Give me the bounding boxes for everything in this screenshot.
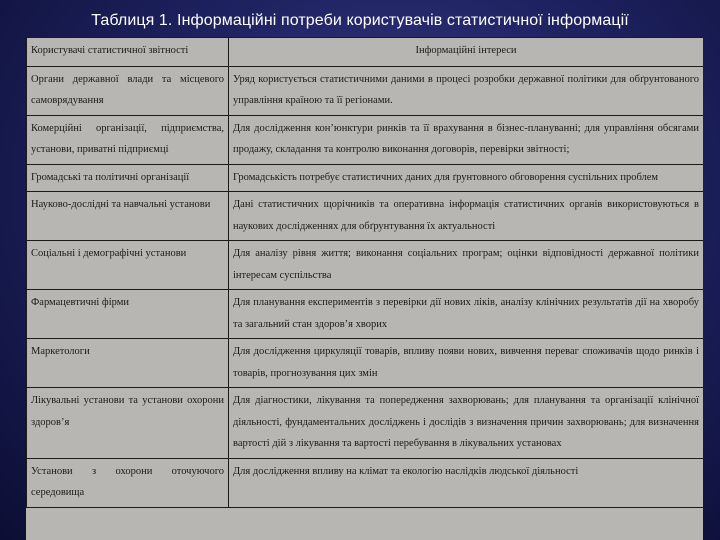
user-cell: Установи з охорони оточуючого середовища — [27, 458, 229, 507]
interest-cell: Для діагностики, лікування та попередження захворювань; для планування та організації клінічної діяльності, фундаментальних досліджень і дослідів з визначення причин захворювань; для визначення вартості дій з лікування та вартості перебування в лікувальних установах — [229, 388, 704, 459]
table-row — [27, 241, 704, 290]
info-needs-table — [26, 37, 703, 508]
table-row — [27, 458, 704, 507]
interest-cell: Уряд користується статистичними даними в процесі розробки державної політики для обґрунтованого управління країною та її регіонами. — [229, 66, 704, 115]
user-cell: Лікувальні установи та установи охорони здоров’я — [27, 388, 229, 459]
user-cell: Фармацевтичні фірми — [27, 290, 229, 339]
user-cell: Соціальні і демографічні установи — [27, 241, 229, 290]
table-row — [27, 66, 704, 115]
header-interests: Інформаційні інтереси — [229, 38, 704, 67]
table-row — [27, 388, 704, 459]
table-row — [27, 192, 704, 241]
header-users: Користувачі статистичної звітності — [27, 38, 229, 67]
interest-cell: Для дослідження циркуляції товарів, впливу появи нових, вивчення переваг споживачів щодо ринків і товарів, прогнозування цих змін — [229, 339, 704, 388]
user-cell: Органи державної влади та місцевого самоврядування — [27, 66, 229, 115]
interest-cell: Для аналізу рівня життя; виконання соціальних програм; оцінки відповідності державної політики інтересам суспільства — [229, 241, 704, 290]
table-row — [27, 290, 704, 339]
interest-cell: Дані статистичних щорічників та оперативна інформація статистичних органів використовуються в наукових дослідженнях для обґрунтування їх актуальності — [229, 192, 704, 241]
info-needs-table-container — [26, 37, 703, 540]
user-cell: Громадські та політичні організації — [27, 164, 229, 192]
user-cell: Комерційні організації, підприємства, установи, приватні підприємці — [27, 115, 229, 164]
table-row — [27, 339, 704, 388]
interest-cell: Для дослідження кон’юнктури ринків та її врахування в бізнес-плануванні; для управління обсягами продажу, складання та контролю виконання договорів, перевірки звітності; — [229, 115, 704, 164]
table-header-row — [27, 38, 704, 67]
table-row — [27, 164, 704, 192]
interest-cell: Для дослідження впливу на клімат та екологію наслідків людської діяльності — [229, 458, 704, 507]
interest-cell: Для планування експериментів з перевірки дії нових ліків, аналізу клінічних результатів дії на хворобу та загальний стан здоров’я хворих — [229, 290, 704, 339]
interest-cell: Громадськість потребує статистичних даних для ґрунтовного обговорення суспільних проблем — [229, 164, 704, 192]
slide-title: Таблиця 1. Інформаційні потреби користувачів статистичної інформації — [91, 12, 629, 29]
user-cell: Науково-дослідні та навчальні установи — [27, 192, 229, 241]
table-row — [27, 115, 704, 164]
user-cell: Маркетологи — [27, 339, 229, 388]
